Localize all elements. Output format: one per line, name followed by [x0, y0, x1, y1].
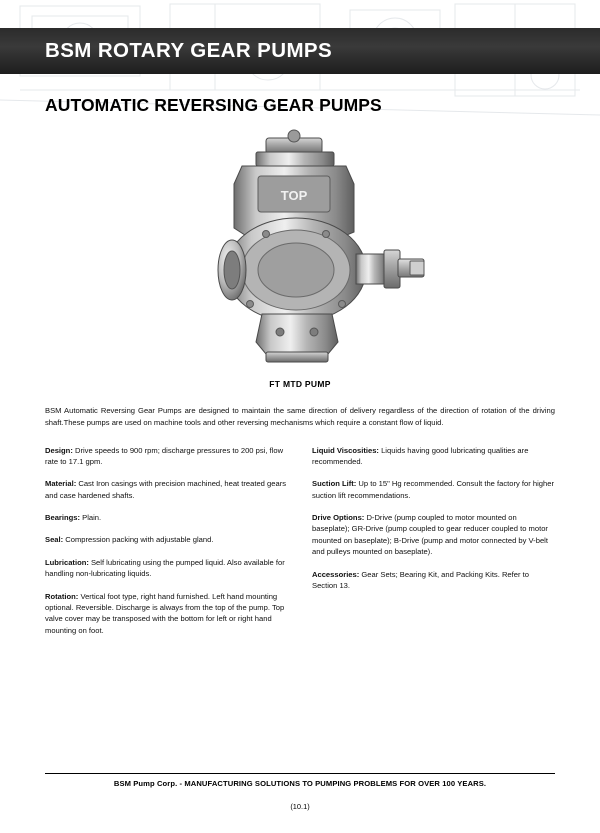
spec-text-rotation: Vertical foot type, right hand furnished. Left hand mounting optional. Reversible. Discharge is always from the top of the pump. Top valve cover may be transposed with the bottom for left or right hand mounting on foot. [45, 591, 285, 635]
spec-material [45, 478, 288, 501]
spec-text-bearings: Plain. [80, 513, 102, 523]
spec-text-suction-lift: Up to 15" Hg recommended. Consult the factory for higher suction lift recommendations. [312, 479, 554, 500]
footer-text: BSM Pump Corp. - MANUFACTURING SOLUTIONS TO PUMPING PROBLEMS FOR OVER 100 YEARS. [113, 779, 487, 788]
spec-lubrication [45, 557, 288, 580]
spec-text-seal: Compression packing with adjustable gland. [63, 535, 214, 545]
spec-text-lubrication: Self lubricating using the pumped liquid. Also available for handling non-lubricating liquids. [45, 557, 285, 579]
specs-columns [45, 445, 555, 648]
section-title: AUTOMATIC REVERSING GEAR PUMPS [45, 95, 382, 115]
page-number: (10.1) [290, 802, 310, 811]
spec-label-lubrication: Lubrication: [45, 557, 89, 567]
spec-label-suction-lift: Suction Lift: [312, 479, 357, 489]
pump-top-label: TOP [280, 188, 308, 203]
spec-drive-options [312, 512, 555, 558]
spec-text-design: Drive speeds to 900 rpm; discharge pressures to 200 psi, flow rate to 17.1 gpm. [45, 445, 284, 466]
spec-label-rotation: Rotation: [45, 591, 79, 601]
spec-design [45, 445, 288, 468]
spec-label-design: Design: [45, 445, 73, 455]
pump-figure [45, 128, 555, 389]
specs-column-right [312, 445, 555, 648]
spec-bearings [45, 512, 288, 523]
figure-caption: FT MTD PUMP [269, 379, 331, 389]
pump-illustration [170, 128, 430, 373]
spec-label-drive-options: Drive Options: [312, 513, 365, 523]
intro-paragraph: BSM Automatic Reversing Gear Pumps are designed to maintain the same direction of delivery regardless of the direction of rotation of the driving shaft.These pumps are used on machine tools and other reversing mechanisms which require a constant flow of liquid. [45, 406, 555, 427]
spec-text-liquid-viscosities: Liquids having good lubricating qualities are recommended. [312, 445, 529, 466]
spec-rotation [45, 591, 288, 637]
spec-label-liquid-viscosities: Liquid Viscosities: [312, 445, 379, 455]
page-title: BSM ROTARY GEAR PUMPS [45, 39, 333, 62]
spec-accessories [312, 569, 555, 592]
spec-suction-lift [312, 478, 555, 501]
spec-text-drive-options: D-Drive (pump coupled to motor mounted on baseplate); GR-Drive (pump coupled to gear reducer coupled to motor mounted on baseplate); B-Drive (pump and motor connected by V-belt and pulleys mounted on baseplate). [312, 513, 548, 557]
spec-label-accessories: Accessories: [312, 569, 360, 579]
page-content [45, 95, 555, 647]
spec-liquid-viscosities [312, 445, 555, 468]
page-header-band [0, 28, 600, 74]
spec-label-seal: Seal: [45, 535, 64, 545]
specs-column-left [45, 445, 288, 648]
footer-divider [45, 773, 555, 774]
spec-label-bearings: Bearings: [45, 513, 81, 523]
spec-label-material: Material: [45, 479, 77, 489]
spec-seal [45, 534, 288, 545]
spec-text-material: Cast Iron casings with precision machined, heat treated gears and case hardened shafts. [45, 479, 287, 500]
spec-text-accessories: Gear Sets; Bearing Kit, and Packing Kits. Refer to Section 13. [312, 569, 529, 591]
